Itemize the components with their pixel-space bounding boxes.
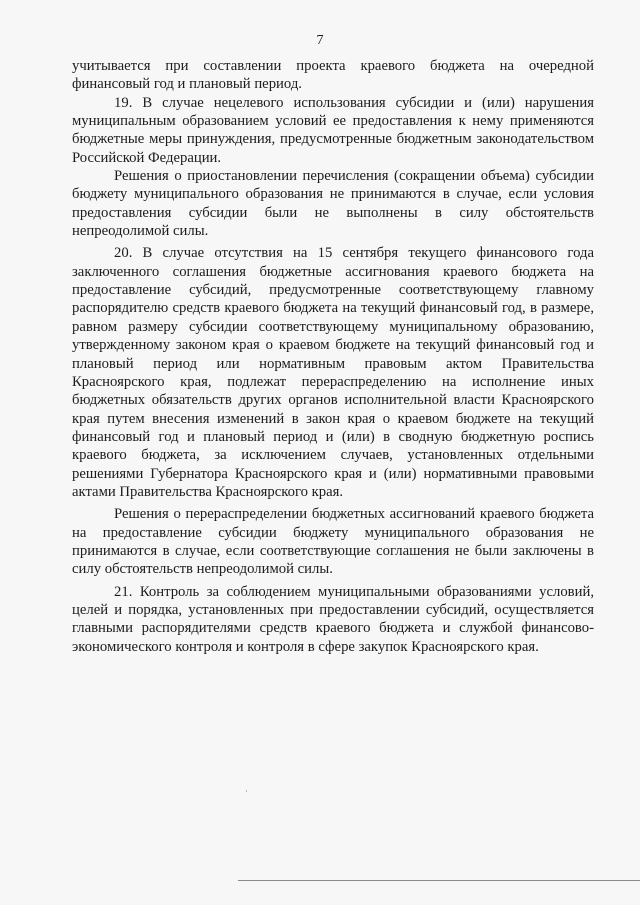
document-body <box>72 57 594 656</box>
paragraph-item-20: 20. В случае отсутствия на 15 сентября текущего финансового года заключенного соглашения бюджетные ассигнования краевого бюджета на предоставление субсидий, предусмотренные соответствующему главному распорядителю средств краевого бюджета на текущий финансовый год, в размере, равном размеру субсидии соответствующему муниципальному образованию, утвержденному законом края о краевом бюджете на текущий финансовый год и плановый период или нормативным правовым актом Правительства Красноярского края, подлежат перераспределению на исполнение иных бюджетных обязательств других органов исполнительной власти Красноярского края путем внесения изменений в закон края о краевом бюджете на текущий финансовый год и плановый период и (или) в сводную бюджетную роспись краевого бюджета, за исключением случаев, установленных отдельными решениями Губернатора Красноярского края и (или) нормативными правовыми актами Правительства Красноярского края. <box>72 245 594 500</box>
paragraph-redistribution-decisions: Решения о перераспределении бюджетных ассигнований краевого бюджета на предоставление субсидии бюджету муниципального образования не принимаются в случае, если соответствующие соглашения не были заключены в силу обстоятельств непреодолимой силы. <box>72 506 594 578</box>
paragraph-continuation: учитывается при составлении проекта краевого бюджета на очередной финансовый год и плановый период. <box>72 58 594 93</box>
paragraph-item-19: 19. В случае нецелевого использования субсидии и (или) нарушения муниципальным образованием условий ее предоставления к нему применяются бюджетные меры принуждения, предусмотренные бюджетным законодательством Российской Федерации. <box>72 94 594 166</box>
scan-edge-line <box>238 880 640 881</box>
paragraph-suspension-decisions: Решения о приостановлении перечисления (сокращении объема) субсидии бюджету муниципального образования не принимаются в случае, если условия предоставления субсидии были не выполнены в силу обстоятельств непреодолимой силы. <box>72 168 594 240</box>
paragraph-item-21: 21. Контроль за соблюдением муниципальными образованиями условий, целей и порядка, установленных при предоставлении субсидий, осуществляется главными распорядителями средств краевого бюджета и службой финансово-экономического контроля и контроля в сфере закупок Красноярского края. <box>72 583 594 655</box>
page-number: 7 <box>316 33 324 48</box>
scan-artifact-dot <box>246 790 247 792</box>
